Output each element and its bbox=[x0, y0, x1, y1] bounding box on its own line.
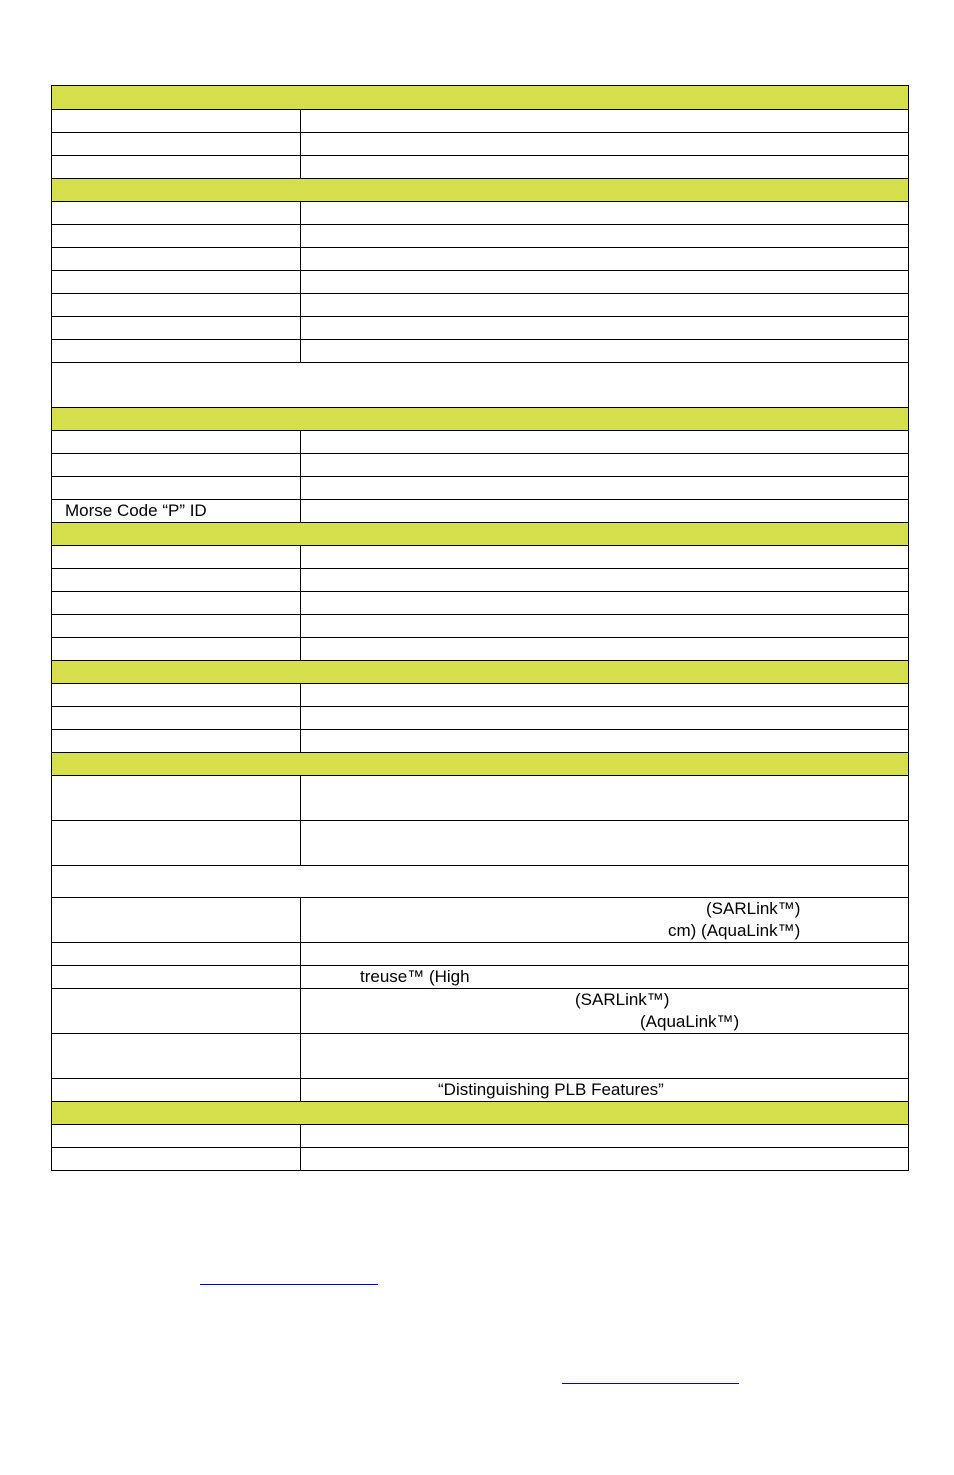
section-header bbox=[52, 522, 908, 545]
table-row bbox=[52, 293, 908, 316]
sarlink-label: (SARLink™) bbox=[575, 990, 670, 1009]
table-row bbox=[52, 988, 908, 1033]
hyperlink-underline[interactable] bbox=[562, 1383, 739, 1384]
table-row bbox=[52, 1078, 908, 1101]
table-note-row bbox=[52, 362, 908, 407]
section-header bbox=[52, 1101, 908, 1124]
morse-code-label: Morse Code “P” ID bbox=[52, 500, 301, 522]
table-row bbox=[52, 591, 908, 614]
table-row bbox=[52, 614, 908, 637]
table-row bbox=[52, 430, 908, 453]
table-row bbox=[52, 545, 908, 568]
section-header bbox=[52, 660, 908, 683]
table-row bbox=[52, 476, 908, 499]
table-row bbox=[52, 453, 908, 476]
table-row bbox=[52, 155, 908, 178]
table-row bbox=[52, 1033, 908, 1078]
chartreuse-label: treuse™ (High bbox=[360, 967, 470, 986]
table-row bbox=[52, 568, 908, 591]
table-row bbox=[52, 499, 908, 522]
table-row bbox=[52, 339, 908, 362]
table-row bbox=[52, 729, 908, 752]
table-row bbox=[52, 109, 908, 132]
table-row bbox=[52, 247, 908, 270]
hyperlink-underline[interactable] bbox=[200, 1284, 378, 1285]
table-row bbox=[52, 820, 908, 865]
table-row bbox=[52, 706, 908, 729]
table-row bbox=[52, 201, 908, 224]
table-row bbox=[52, 1147, 908, 1170]
table-row bbox=[52, 775, 908, 820]
section-header bbox=[52, 178, 908, 201]
section-header bbox=[52, 86, 908, 109]
table-row bbox=[52, 942, 908, 965]
table-row bbox=[52, 224, 908, 247]
spec-table bbox=[51, 85, 909, 1171]
section-header bbox=[52, 407, 908, 430]
section-header bbox=[52, 752, 908, 775]
table-row bbox=[52, 683, 908, 706]
table-row bbox=[52, 965, 908, 988]
table-row bbox=[52, 270, 908, 293]
table-note-row bbox=[52, 865, 908, 897]
table-row bbox=[52, 316, 908, 339]
table-row bbox=[52, 637, 908, 660]
aqualink-label: (AquaLink™) bbox=[640, 1012, 740, 1031]
table-row bbox=[52, 897, 908, 942]
table-row bbox=[52, 132, 908, 155]
table-row bbox=[52, 1124, 908, 1147]
distinguishing-features-ref: “Distinguishing PLB Features” bbox=[438, 1080, 664, 1099]
aqualink-label: cm) (AquaLink™) bbox=[668, 921, 801, 940]
sarlink-label: (SARLink™) bbox=[706, 899, 801, 918]
